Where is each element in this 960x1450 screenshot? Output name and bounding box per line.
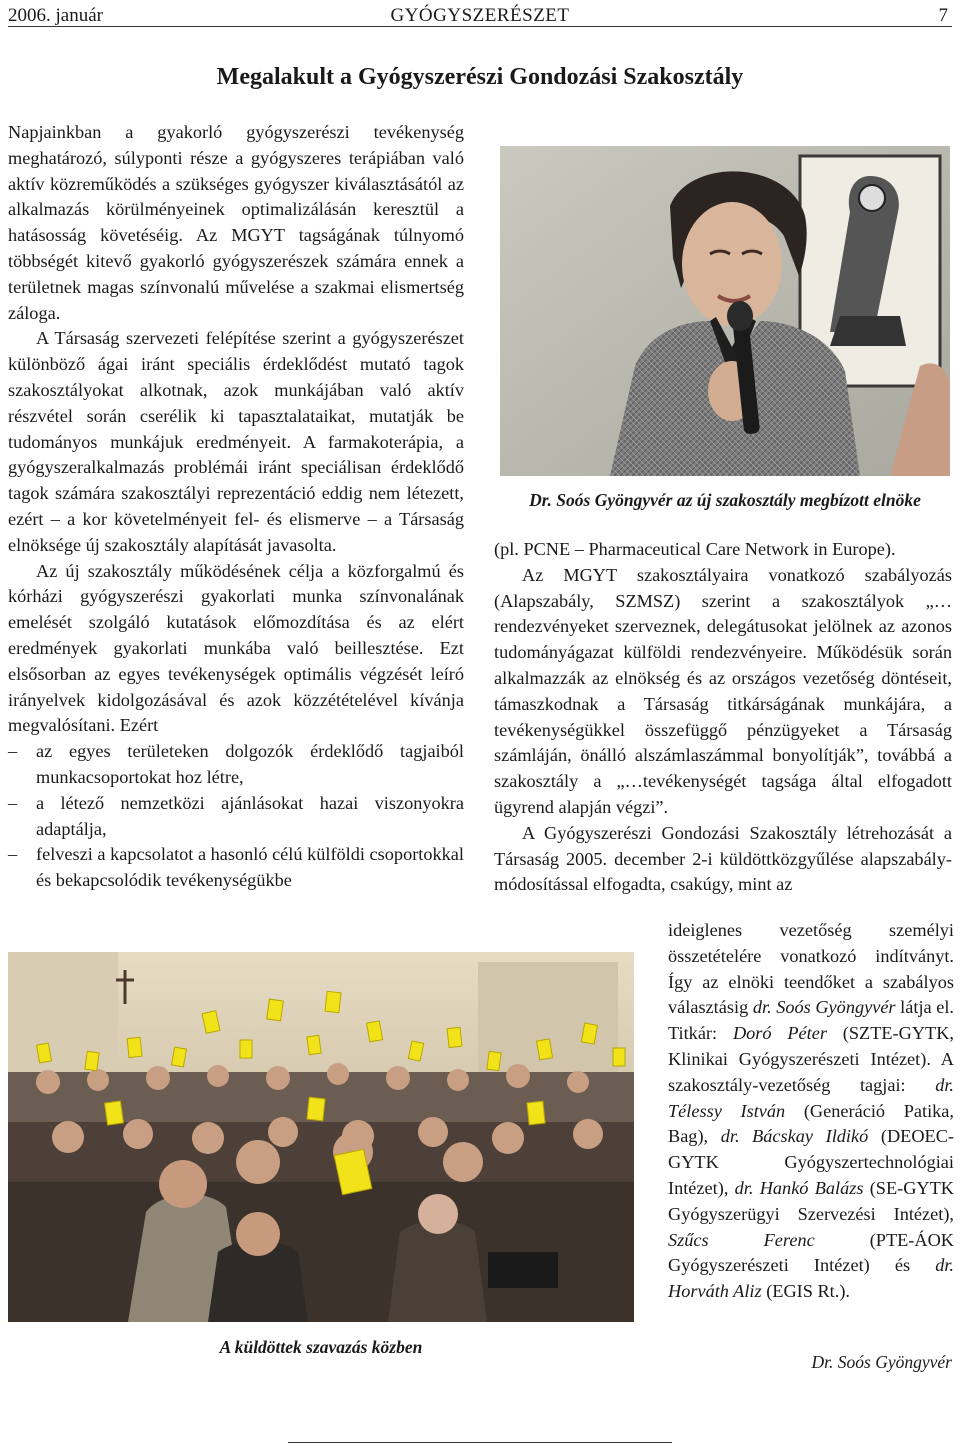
- person-name: dr. Télessy István: [668, 1074, 954, 1121]
- article-title: Megalakult a Gyógyszerészi Gondozási Szakosztály: [216, 64, 744, 90]
- person-name: Doró Péter: [732, 1023, 827, 1044]
- right-column: [494, 537, 952, 898]
- header-page-number: 7: [938, 5, 948, 26]
- paragraph-2: A Társaság szervezeti felépítése szerint a gyógyszerészet különböző ágai iránt speciális érdeklődést mutató tagok szakosztályokat alkotnak, azok munkájában való aktív részvétel során cserélik ki tapasztalataikat, mutatják be tudományos munkájuk eredményeit. A farmakoterápia, a gyógyszeralkalmazás problémái iránt speciálisan érdeklődő tagok számára szakosztályi reprezentáció eddig nem létezett, ezért – a kor követelményeit fel- és elismerve – a Társaság elnöksége új szakosztály alapítását javasolta.: [8, 328, 464, 555]
- bullet-item: – felveszi a kapcsolatot a hasonló célú külföldi csoportokkal és bekapcsolódik tevékenységükbe: [8, 844, 464, 891]
- paragraph-6: A Gyógyszerészi Gondozási Szakosztály létrehozását a Társaság 2005. december 2-i küldöttközgyűlése alapszabály-módosítással elfogadta, csakúgy, mint az: [494, 822, 952, 895]
- speaker-photo: [500, 146, 950, 476]
- person-name: dr. Horváth Aliz: [668, 1255, 954, 1302]
- paragraph-5: Az MGYT szakosztályaira vonatkozó szabályozás (Alapszabály, SZMSZ) szerint a szakosztályok „… rendezvényeket szerveznek, delegátusokat jelölnek az azonos tudományágazat külföldi rendezvényeire. Működésük során alkalmazzák az elnökség és az országos vezetőség döntéseit, támaszkodnak a Társaság titkárságának munkájára, a tevékenységükkel összefüggő pénzügyeket a Társaság számláján, önálló alszámlaszámmal bonyolítják”, továbbá a szakosztály a „…tevékenységét tagsága által elfogadott ügyrend alapján végzi”.: [494, 564, 952, 817]
- paragraph-1: Napjainkban a gyakorló gyógyszerészi tevékenység meghatározó, súlyponti része a gyógyszeres terápiában való aktív közreműködés a szükséges gyógyszer kiválasztásától az alkalmazás körülményeinek optimalizálásán keresztül a hatásosság követéséig. Az MGYT tagságának túlnyomó többségét kitevő gyakorló gyógyszerészek számára ennek a területnek magas színvonalú művelése a szakmai elismertség záloga.: [8, 122, 464, 323]
- person-name: dr. Soós Gyöngyvér: [752, 997, 896, 1018]
- header-date: 2006. január: [8, 5, 103, 26]
- voting-photo: [8, 952, 634, 1322]
- voting-photo-caption: A küldöttek szavazás közben: [219, 1337, 423, 1357]
- paragraph-3: Az új szakosztály működésének célja a közforgalmú és kórházi gyógyszerészi gyakorlati munka színvonalának emelését szolgáló kutatások előmozdítása és az elért eredmények gyakorlati munkába való beillesztése. Ezt elsősorban az egyes tevékenységek optimális végzését leíró irányelvek kidolgozásával és azok közzétételével kívánja megvalósítani. Ezért: [8, 560, 464, 736]
- narrow-column: [668, 918, 954, 1305]
- paragraph-7: ideiglenes vezetőség személyi összetételére vonatkozó indítványt. Így az elnöki teendőket a szabályos választásig dr. Soós Gyöngyvér látja el. Titkár: Doró Péter (SZTE-GYTK, Klinikai Gyógyszerészeti Intézet). A szakosztály-vezetőség tagjai: dr. Télessy István (Generáció Patika, Bag), dr. Bácskay Ildikó (DEOEC-GYTK Gyógyszertechnológiai Intézet), dr. Hankó Balázs (SE-GYTK Gyógyszerügyi Szervezési Intézet), Szűcs Ferenc (PTE-ÁOK Gyógyszerészeti Intézet) és dr. Horváth Aliz (EGIS Rt.).: [668, 920, 955, 1302]
- header-section: GYÓGYSZERÉSZET: [390, 5, 570, 26]
- bullet-item: – a létező nemzetközi ajánlásokat hazai viszonyokra adaptálja,: [8, 792, 464, 839]
- person-name: dr. Bácskay Ildikó: [720, 1126, 869, 1147]
- speaker-photo-caption: Dr. Soós Gyöngyvér az új szakosztály megbízott elnöke: [529, 490, 921, 510]
- author-signature: Dr. Soós Gyöngyvér: [811, 1352, 952, 1372]
- left-column: [8, 120, 464, 894]
- person-name: Szűcs Ferenc: [668, 1229, 815, 1250]
- page-header: [8, 2, 952, 27]
- bullet-item: – az egyes területeken dolgozók érdeklődő tagjaiból munkacsoportokat hoz létre,: [8, 741, 464, 787]
- footer-rule: [288, 1442, 672, 1443]
- paragraph-4: (pl. PCNE – Pharmaceutical Care Network in Europe).: [494, 539, 896, 559]
- person-name: dr. Hankó Balázs: [734, 1177, 864, 1198]
